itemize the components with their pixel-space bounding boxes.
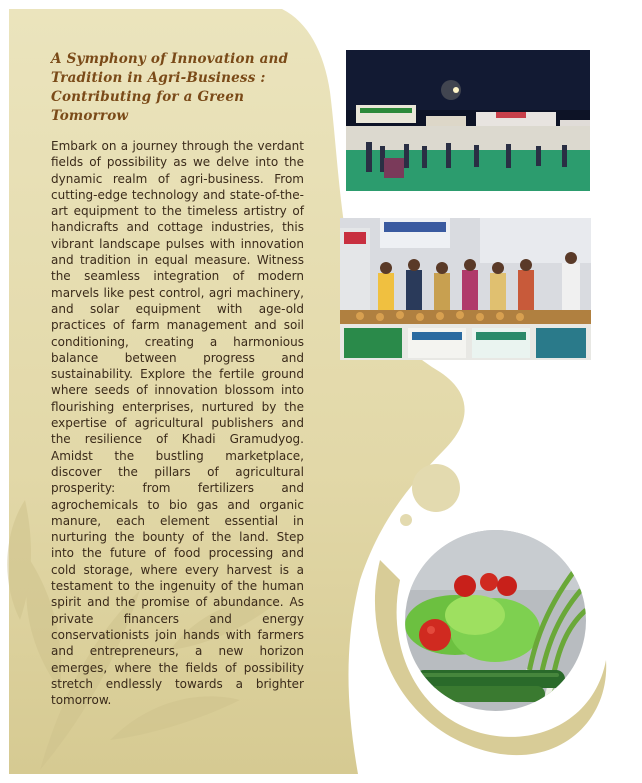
night-exhibition-photo bbox=[346, 50, 590, 191]
article-body: Embark on a journey through the verdant fields of possibility as we delve into the dynamic realm of agri-business. From cutting-edge technology and state-of-the-art equipment to the timeless artistry of handicrafts and cottage industries, this vibrant landscape pulses with innovation and tradition in equal measure. Witness the seamless integration of modern marvels like pest control, agri machinery, and solar equipment with age-old practices of farm management and soil conditioning, creating a harmonious balance between progress and sustainability. Explore the fertile ground where seeds of innovation blossom into flourishing enterprises, nurtured by the expertise of agricultural publishers and the resilience of Khadi Gramudyog. Amidst the bustling marketplace, discover the pillars of agricultural prosperity: from fertilizers and agrochemicals to bio gas and organic manure, each element essential in nurturing the bounty of the land. Step into the future of food processing and cold storage, where every harvest is a testament to the ingenuity of the human spirit and the promise of abundance. As private financers and energy conservationists join hands with farmers and entrepreneurs, a new horizon emerges, where the fields of possibility stretch endlessly towards a brighter tomorrow. bbox=[51, 139, 304, 708]
exhibition-stall-photo bbox=[340, 218, 591, 360]
article-title: A Symphony of Innovation and Tradition in Agri-Business : Contributing for a Green Tomorrow bbox=[51, 51, 289, 124]
vegetables-photo bbox=[405, 530, 586, 711]
bubble-large bbox=[412, 464, 460, 512]
bubble-small bbox=[400, 514, 412, 526]
